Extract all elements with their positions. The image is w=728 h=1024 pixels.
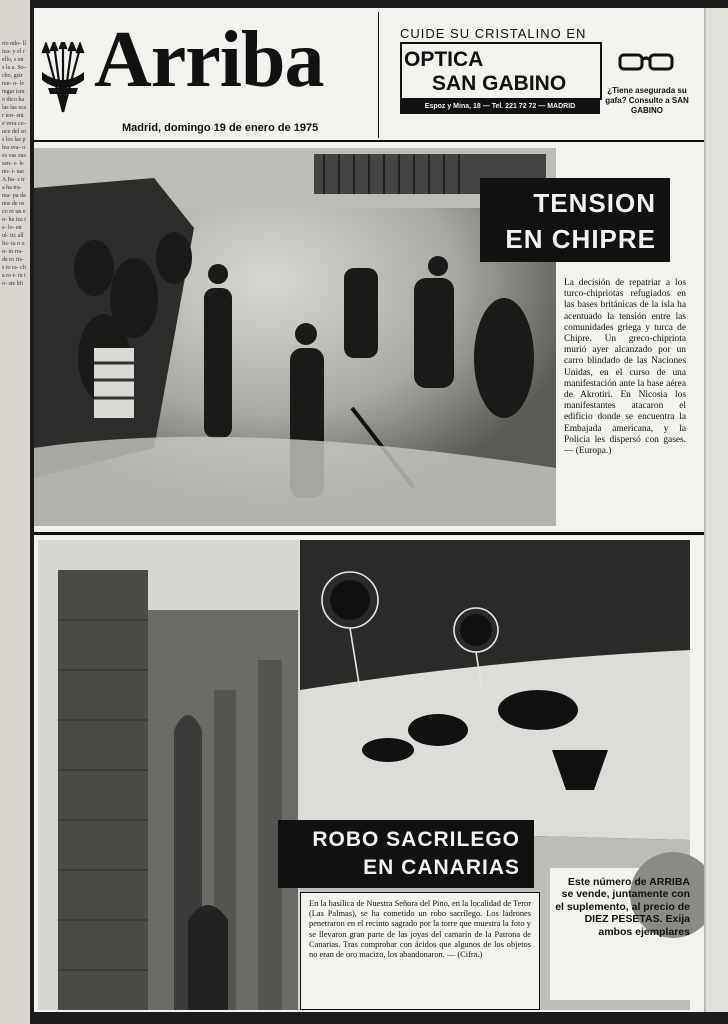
- cyprus-riot-photo: [34, 148, 556, 526]
- advert-brand-box: [400, 42, 602, 100]
- story1-headline-line2: EN CHIPRE: [505, 224, 656, 254]
- adjacent-page-strip: [0, 0, 30, 1024]
- advert-brand-line1: OPTICA: [404, 48, 484, 71]
- masthead-divider: [378, 12, 379, 138]
- story2-headline-line2: EN CANARIAS: [363, 856, 520, 879]
- story2-body-box: [300, 892, 540, 1010]
- optician-advert: [386, 26, 702, 138]
- masthead-title: Arriba: [94, 16, 324, 104]
- yoke-and-arrows-emblem: [40, 42, 86, 114]
- story2-body: En la basílica de Nuestra Señora del Pino, en la localidad de Teror (Las Palmas), se ha cometido un robo sacrílego. Los ladrones penetraron en el recinto sagrado por la torre que muestra la foto y se llevaron gran parte de las joyas del camarín de la Patrona de Canarias. Tras comprobar con ácidos que algunos de los objetos no eran de oro macizo, los abandonaron. — (Cifra.): [309, 899, 531, 960]
- glasses-icon: [618, 52, 674, 72]
- advert-headline: CUIDE SU CRISTALINO EN: [400, 26, 587, 41]
- story2-headline-line1: ROBO SACRILEGO: [312, 828, 520, 851]
- adjacent-page-text: rio ndo- lliza- y el rello, s en s la a. So- cho, gsir ren- n- le ingar ismo dico ha las las scar ten- ente vera co- uce del sos los las plea sva- ues vas zas sen- s- le no- i- nar A Ita- s tra ha tra- ma- pa da nos de os co re un en- ha iza is- lo- en ul- tic all lis- ta o on- in rra- de ro ris- s to ra- cha ro t- in to- ste bli: [2, 41, 26, 287]
- masthead: [34, 8, 704, 138]
- advert-brand-line2: SAN GABINO: [432, 72, 567, 95]
- masthead-rule: [34, 140, 704, 142]
- story1-body: La decisión de repatriar a los turco-chipriotas refugiados en las bases británicas de la isla ha acentuado la tensión entre las comunidades griega y turca de Chipre. Un greco-chipriota murió ayer alcanzado por un carro blindado de las Naciones Unidas, en el curso de una manifestación ante la base aérea de Akrotiri. En Nicosia los manifestantes atacaron el edificio donde se encuentra la Embajada americana, y la Policía les dispersó con gases. — (Europa.): [564, 278, 686, 457]
- price-notice-text: Este número de ARRIBA se vende, juntamente con el suplemento, al precio de DIEZ PESETAS. Exija ambos ejemplares: [555, 876, 690, 938]
- story2-headline-box: [278, 820, 534, 888]
- newspaper-page: [34, 8, 704, 1012]
- advert-address: Espoz y Mina, 18 — Tel. 221 72 72 — MADRID: [400, 100, 600, 114]
- advert-side-text: ¿Tiene asegurada su gafa? Consulte a SAN GABINO: [605, 86, 689, 115]
- story1-body-box: [556, 270, 694, 516]
- story1-headline-box: [480, 178, 670, 262]
- price-notice: [550, 868, 700, 1000]
- story1-headline-line1: TENSION: [533, 188, 656, 218]
- section-rule: [34, 532, 704, 535]
- masthead-date: Madrid, domingo 19 de enero de 1975: [122, 122, 319, 134]
- page-edge: [704, 8, 728, 1012]
